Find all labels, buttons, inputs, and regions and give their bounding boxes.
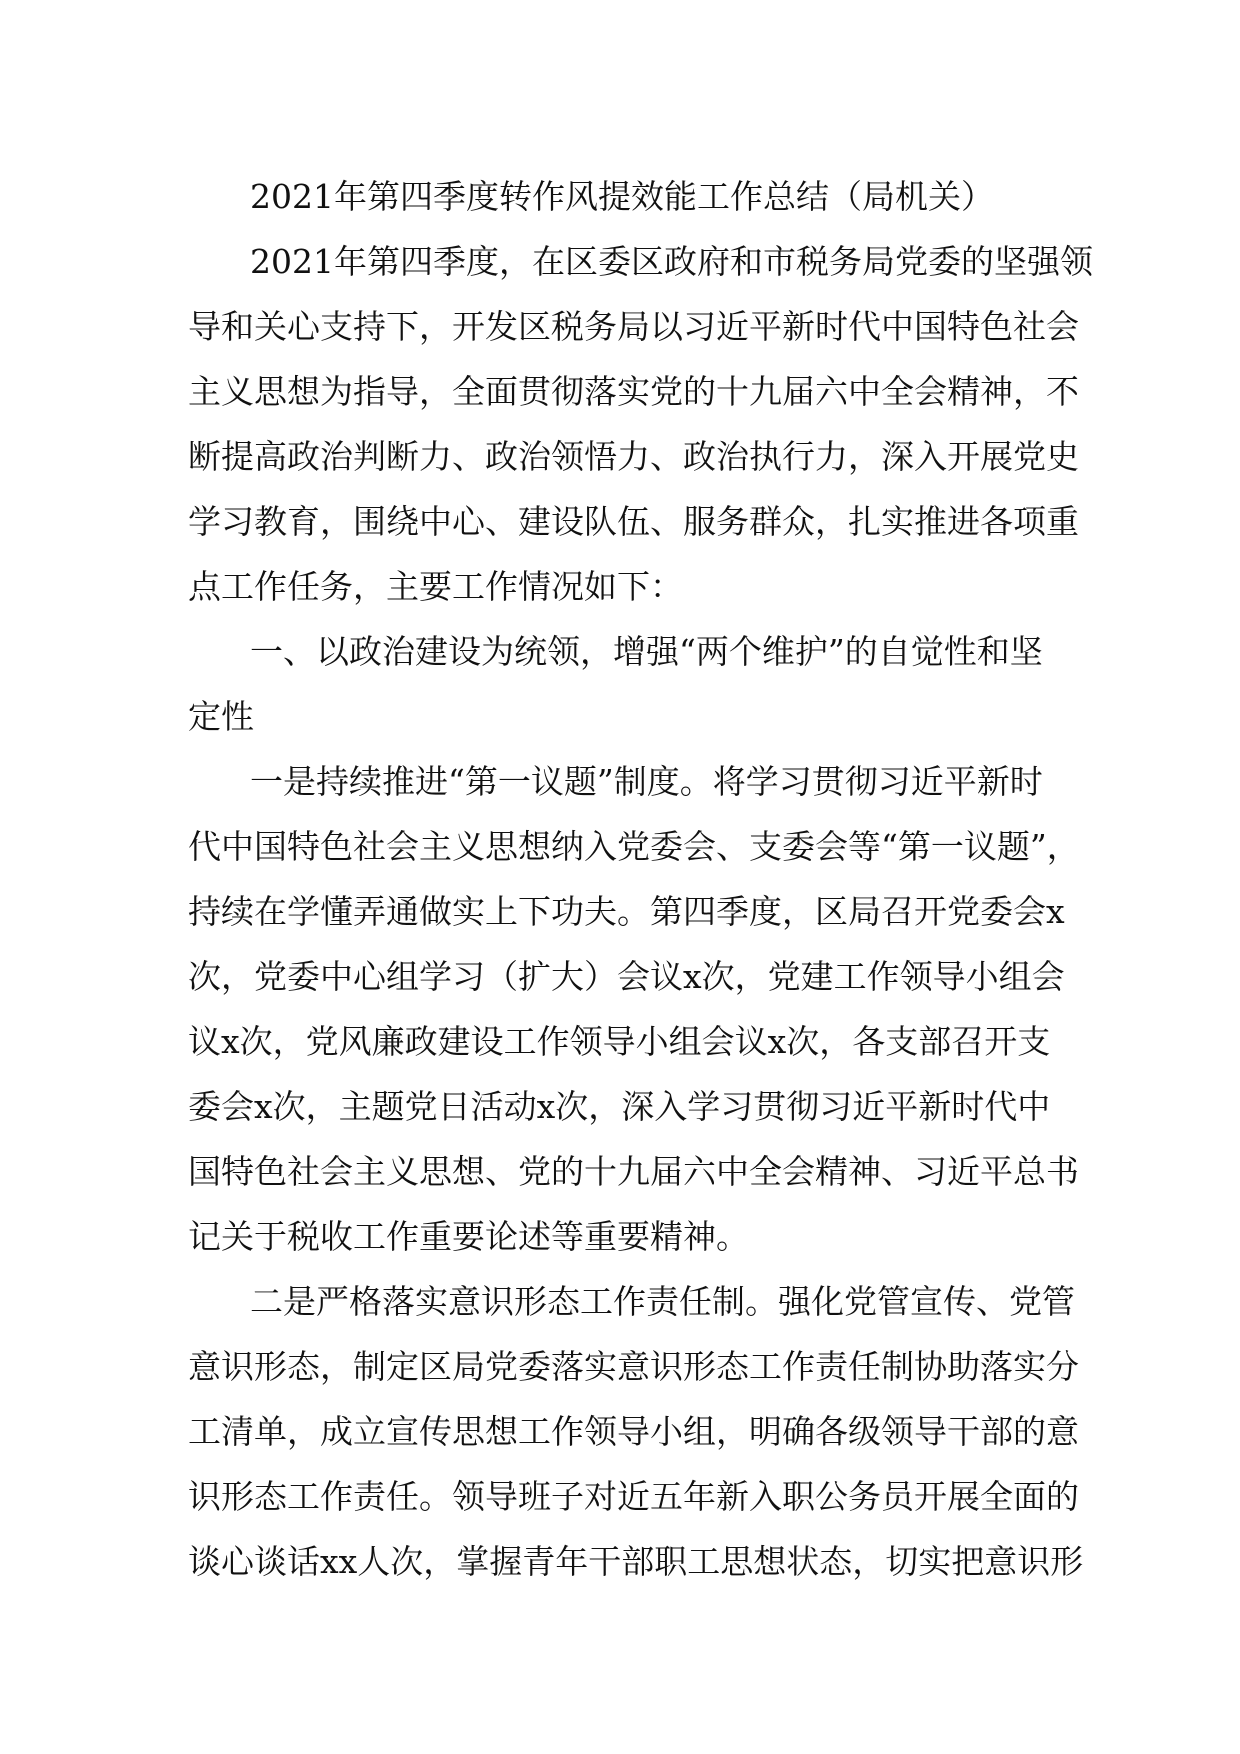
section-heading-line: 一、以政治建设为统领，增强“两个维护”的自觉性和坚: [250, 632, 1043, 671]
paragraph-line: 学习教育，围绕中心、建设队伍、服务群众，扎实推进各项重: [188, 502, 1079, 541]
paragraph-line: 记关于税收工作重要论述等重要精神。: [188, 1217, 749, 1256]
paragraph-line: 代中国特色社会主义思想纳入党委会、支委会等“第一议题”，: [188, 827, 1080, 866]
paragraph-line: 断提高政治判断力、政治领悟力、政治执行力，深入开展党史: [188, 437, 1079, 476]
paragraph-line: 导和关心支持下，开发区税务局以习近平新时代中国特色社会: [188, 307, 1079, 346]
paragraph-line: 一是持续推进“第一议题”制度。将学习贯彻习近平新时: [250, 762, 1043, 801]
paragraph-line: 委会x次，主题党日活动x次，深入学习贯彻习近平新时代中: [188, 1087, 1051, 1126]
section-heading-line: 定性: [188, 697, 254, 736]
paragraph-line: 次，党委中心组学习（扩大）会议x次，党建工作领导小组会: [188, 957, 1065, 996]
paragraph-line: 点工作任务，主要工作情况如下：: [188, 567, 683, 606]
paragraph-line: 意识形态，制定区局党委落实意识形态工作责任制协助落实分: [188, 1347, 1079, 1386]
paragraph-line: 持续在学懂弄通做实上下功夫。第四季度，区局召开党委会x: [188, 892, 1065, 931]
paragraph-line: 工清单，成立宣传思想工作领导小组，明确各级领导干部的意: [188, 1412, 1079, 1451]
paragraph-line: 主义思想为指导，全面贯彻落实党的十九届六中全会精神，不: [188, 372, 1079, 411]
paragraph-line: 国特色社会主义思想、党的十九届六中全会精神、习近平总书: [188, 1152, 1079, 1191]
document-body: [188, 164, 1093, 1594]
paragraph-line: 二是严格落实意识形态工作责任制。强化党管宣传、党管: [250, 1282, 1075, 1321]
document-title: 2021年第四季度转作风提效能工作总结（局机关）: [250, 177, 994, 216]
paragraph-line: 谈心谈话xx人次，掌握青年干部职工思想状态，切实把意识形: [188, 1542, 1084, 1581]
paragraph-line: 2021年第四季度，在区委区政府和市税务局党委的坚强领: [250, 242, 1093, 281]
paragraph-line: 识形态工作责任。领导班子对近五年新入职公务员开展全面的: [188, 1477, 1079, 1516]
paragraph-line: 议x次，党风廉政建设工作领导小组会议x次，各支部召开支: [188, 1022, 1051, 1061]
